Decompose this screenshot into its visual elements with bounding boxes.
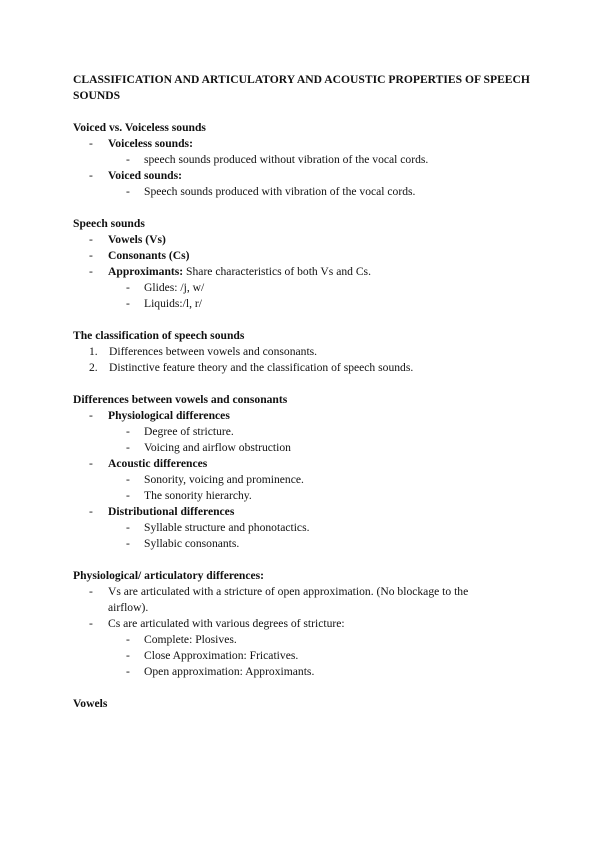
heading-articulatory: Physiological/ articulatory differences: [73, 569, 265, 582]
heading-differences: Differences between vowels and consonants [73, 393, 288, 406]
voiced-label: Voiced sounds: [108, 169, 182, 182]
heading-speech-sounds: Speech sounds [73, 217, 145, 230]
document-title: CLASSIFICATION AND ARTICULATORY AND ACOUSTIC PROPERTIES OF SPEECH SOUNDS [73, 73, 530, 102]
heading-voiced-voiceless: Voiced vs. Voiceless sounds [73, 121, 206, 134]
heading-vowels: Vowels [73, 697, 108, 710]
heading-classification: The classification of speech sounds [73, 329, 245, 342]
voiceless-label: Voiceless sounds: [108, 137, 193, 150]
bullet-dash: - [89, 137, 93, 150]
approximants-label: Approximants: [108, 265, 184, 278]
document-page: CLASSIFICATION AND ARTICULATORY AND ACOUSTIC PROPERTIES OF SPEECH SOUNDS Voiced vs. Voiceless sounds - Voiceless sounds: - speech sounds produced without vibration of the vocal cords. - Voiced sounds: - Speech sounds produced with vibration of the vocal cords. Speech sounds - Vowels (Vs) - Consonants (Cs) - Approximants: Share characteristics of both Vs and Cs. - Glides: /j, w/ - Liquids:/l, r/ The classification of speech sounds 1. Differences between vowels and consonants. 2. Distinctive feature theory and the classification of speech sounds. Differences between vowels and consonants - Physiological differences - Degree of stricture. - Voicing and airflow obstruction - Acoustic differences - Sonority, voicing and prominence. - The sonority hierarchy. - Distributional differences - Syllable structure and phonotactics. - Syllabic consonants. Physiological/ articulatory differences: - Vs are articulated with a stricture of open approximation. (No blockage to the airflow). - Cs are articulated with various degrees of stricture: - Complete: Plosives. - Close Approximation: Fricatives. - Open approximation: Approximants. Vowels [0, 0, 600, 848]
